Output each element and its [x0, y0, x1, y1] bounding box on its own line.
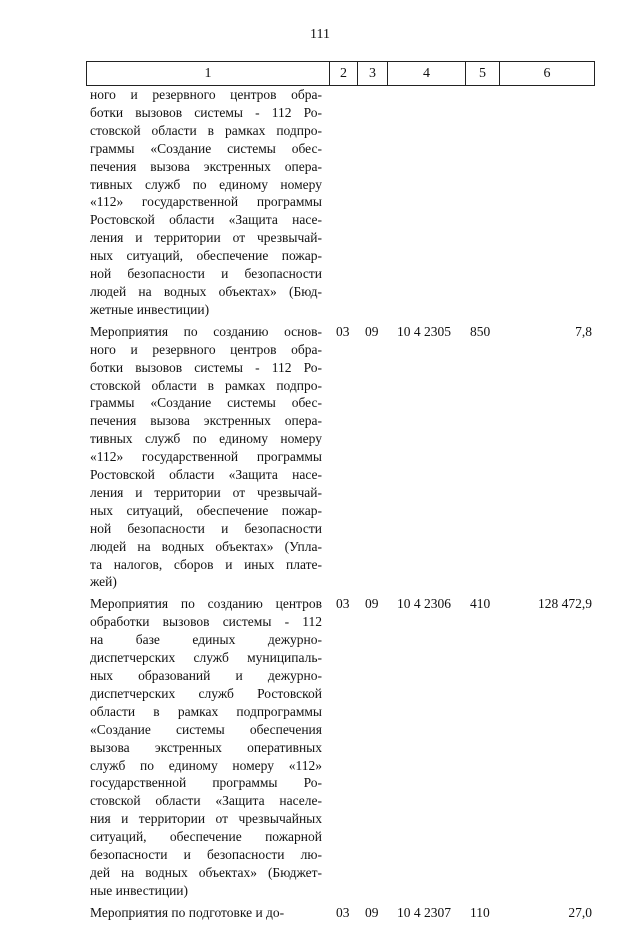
subsection-code: 09: [365, 596, 379, 612]
column-header-3: 3: [358, 62, 388, 86]
description-line: диспетчерских служб муниципаль-: [90, 650, 322, 666]
description-line: государственной программы Ро-: [90, 775, 322, 791]
description-line: граммы «Создание системы обес-: [90, 140, 322, 156]
description-line: ления и территории от чрезвычай-: [90, 484, 322, 500]
description-line: на базе единых дежурно-: [90, 632, 322, 648]
description-line: ситуаций, обеспечение пожарной: [90, 829, 322, 845]
description-line: стовской области в рамках подпро-: [90, 377, 322, 393]
description-line: диспетчерских служб Ростовской: [90, 685, 322, 701]
row-description: [90, 323, 322, 592]
table-row: [0, 904, 640, 922]
description-line: вызова экстренных оперативных: [90, 739, 322, 755]
description-line: Ростовской области «Защита насе-: [90, 467, 322, 483]
table-row: [0, 86, 640, 319]
description-line: граммы «Создание системы обес-: [90, 395, 322, 411]
column-header-6: 6: [500, 62, 595, 86]
description-line: печения вызова экстренных опера-: [90, 413, 322, 429]
table-row: [0, 323, 640, 592]
target-article-code: 10 4 2305: [397, 323, 451, 339]
target-article-code: 10 4 2306: [397, 596, 451, 612]
description-line: ботки вызовов системы - 112 Ро-: [90, 359, 322, 375]
column-header-1: 1: [87, 62, 330, 86]
description-line: ной безопасности и безопасности: [90, 266, 322, 282]
description-line: та налогов, сборов и иных плате-: [90, 556, 322, 572]
description-line: «112» государственной программы: [90, 449, 322, 465]
expense-type-code: 410: [470, 596, 491, 612]
description-line: стовской области в рамках подпро-: [90, 122, 322, 138]
amount: 27,0: [568, 904, 592, 920]
expense-type-code: 850: [470, 323, 491, 339]
description-line: жей): [90, 574, 117, 590]
subsection-code: 09: [365, 323, 379, 339]
section-code: 03: [336, 596, 350, 612]
description-line: «Создание системы обеспечения: [90, 721, 322, 737]
description-line: ных ситуаций, обеспечение пожар-: [90, 248, 322, 264]
description-line: ных образований и дежурно-: [90, 668, 322, 683]
description-line: ного и резервного центров обра-: [90, 341, 322, 357]
table-row: [0, 595, 640, 899]
description-line: ные инвестиции): [90, 882, 189, 898]
description-line: ных ситуаций, обеспечение пожар-: [90, 502, 322, 518]
description-line: тивных служб по единому номеру: [90, 176, 322, 192]
description-line: ния и территории от чрезвычайных: [90, 811, 322, 827]
row-description: [90, 86, 322, 319]
amount: 128 472,9: [538, 596, 592, 612]
description-line: служб по единому номеру «112»: [90, 757, 322, 773]
column-header-2: 2: [330, 62, 358, 86]
description-line: Ростовской области «Защита насе-: [90, 212, 322, 228]
section-code: 03: [336, 904, 350, 920]
description-line: людей на водных объектах» (Бюд-: [90, 283, 322, 299]
description-line: Мероприятия по подготовке и до-: [90, 904, 285, 920]
description-line: Мероприятия по созданию основ-: [90, 323, 322, 339]
column-header-5: 5: [466, 62, 500, 86]
description-line: дей на водных объектах» (Бюджет-: [90, 864, 322, 880]
description-line: стовской области «Защита населе-: [90, 793, 322, 809]
target-article-code: 10 4 2307: [397, 904, 451, 920]
description-line: людей на водных объектах» (Упла-: [90, 538, 322, 554]
column-header-4: 4: [388, 62, 466, 86]
description-line: жетные инвестиции): [90, 301, 210, 317]
description-line: безопасности и безопасности лю-: [90, 847, 322, 863]
table-body: [0, 86, 640, 926]
description-line: тивных служб по единому номеру: [90, 431, 322, 447]
description-line: ления и территории от чрезвычай-: [90, 230, 322, 246]
description-line: Мероприятия по созданию центров: [90, 596, 322, 612]
description-line: ной безопасности и безопасности: [90, 520, 322, 536]
description-line: «112» государственной программы: [90, 194, 322, 210]
section-code: 03: [336, 323, 350, 339]
description-line: ного и резервного центров обра-: [90, 87, 322, 102]
description-line: ботки вызовов системы - 112 Ро-: [90, 104, 322, 120]
row-description: [90, 595, 322, 899]
expense-type-code: 110: [470, 904, 490, 920]
column-header-row: [86, 61, 595, 86]
page-number: 111: [310, 27, 330, 42]
subsection-code: 09: [365, 904, 379, 920]
description-line: области в рамках подпрограммы: [90, 703, 322, 719]
description-line: обработки вызовов системы - 112: [90, 614, 322, 630]
amount: 7,8: [575, 323, 592, 339]
description-line: печения вызова экстренных опера-: [90, 158, 322, 174]
row-description: [90, 904, 322, 922]
